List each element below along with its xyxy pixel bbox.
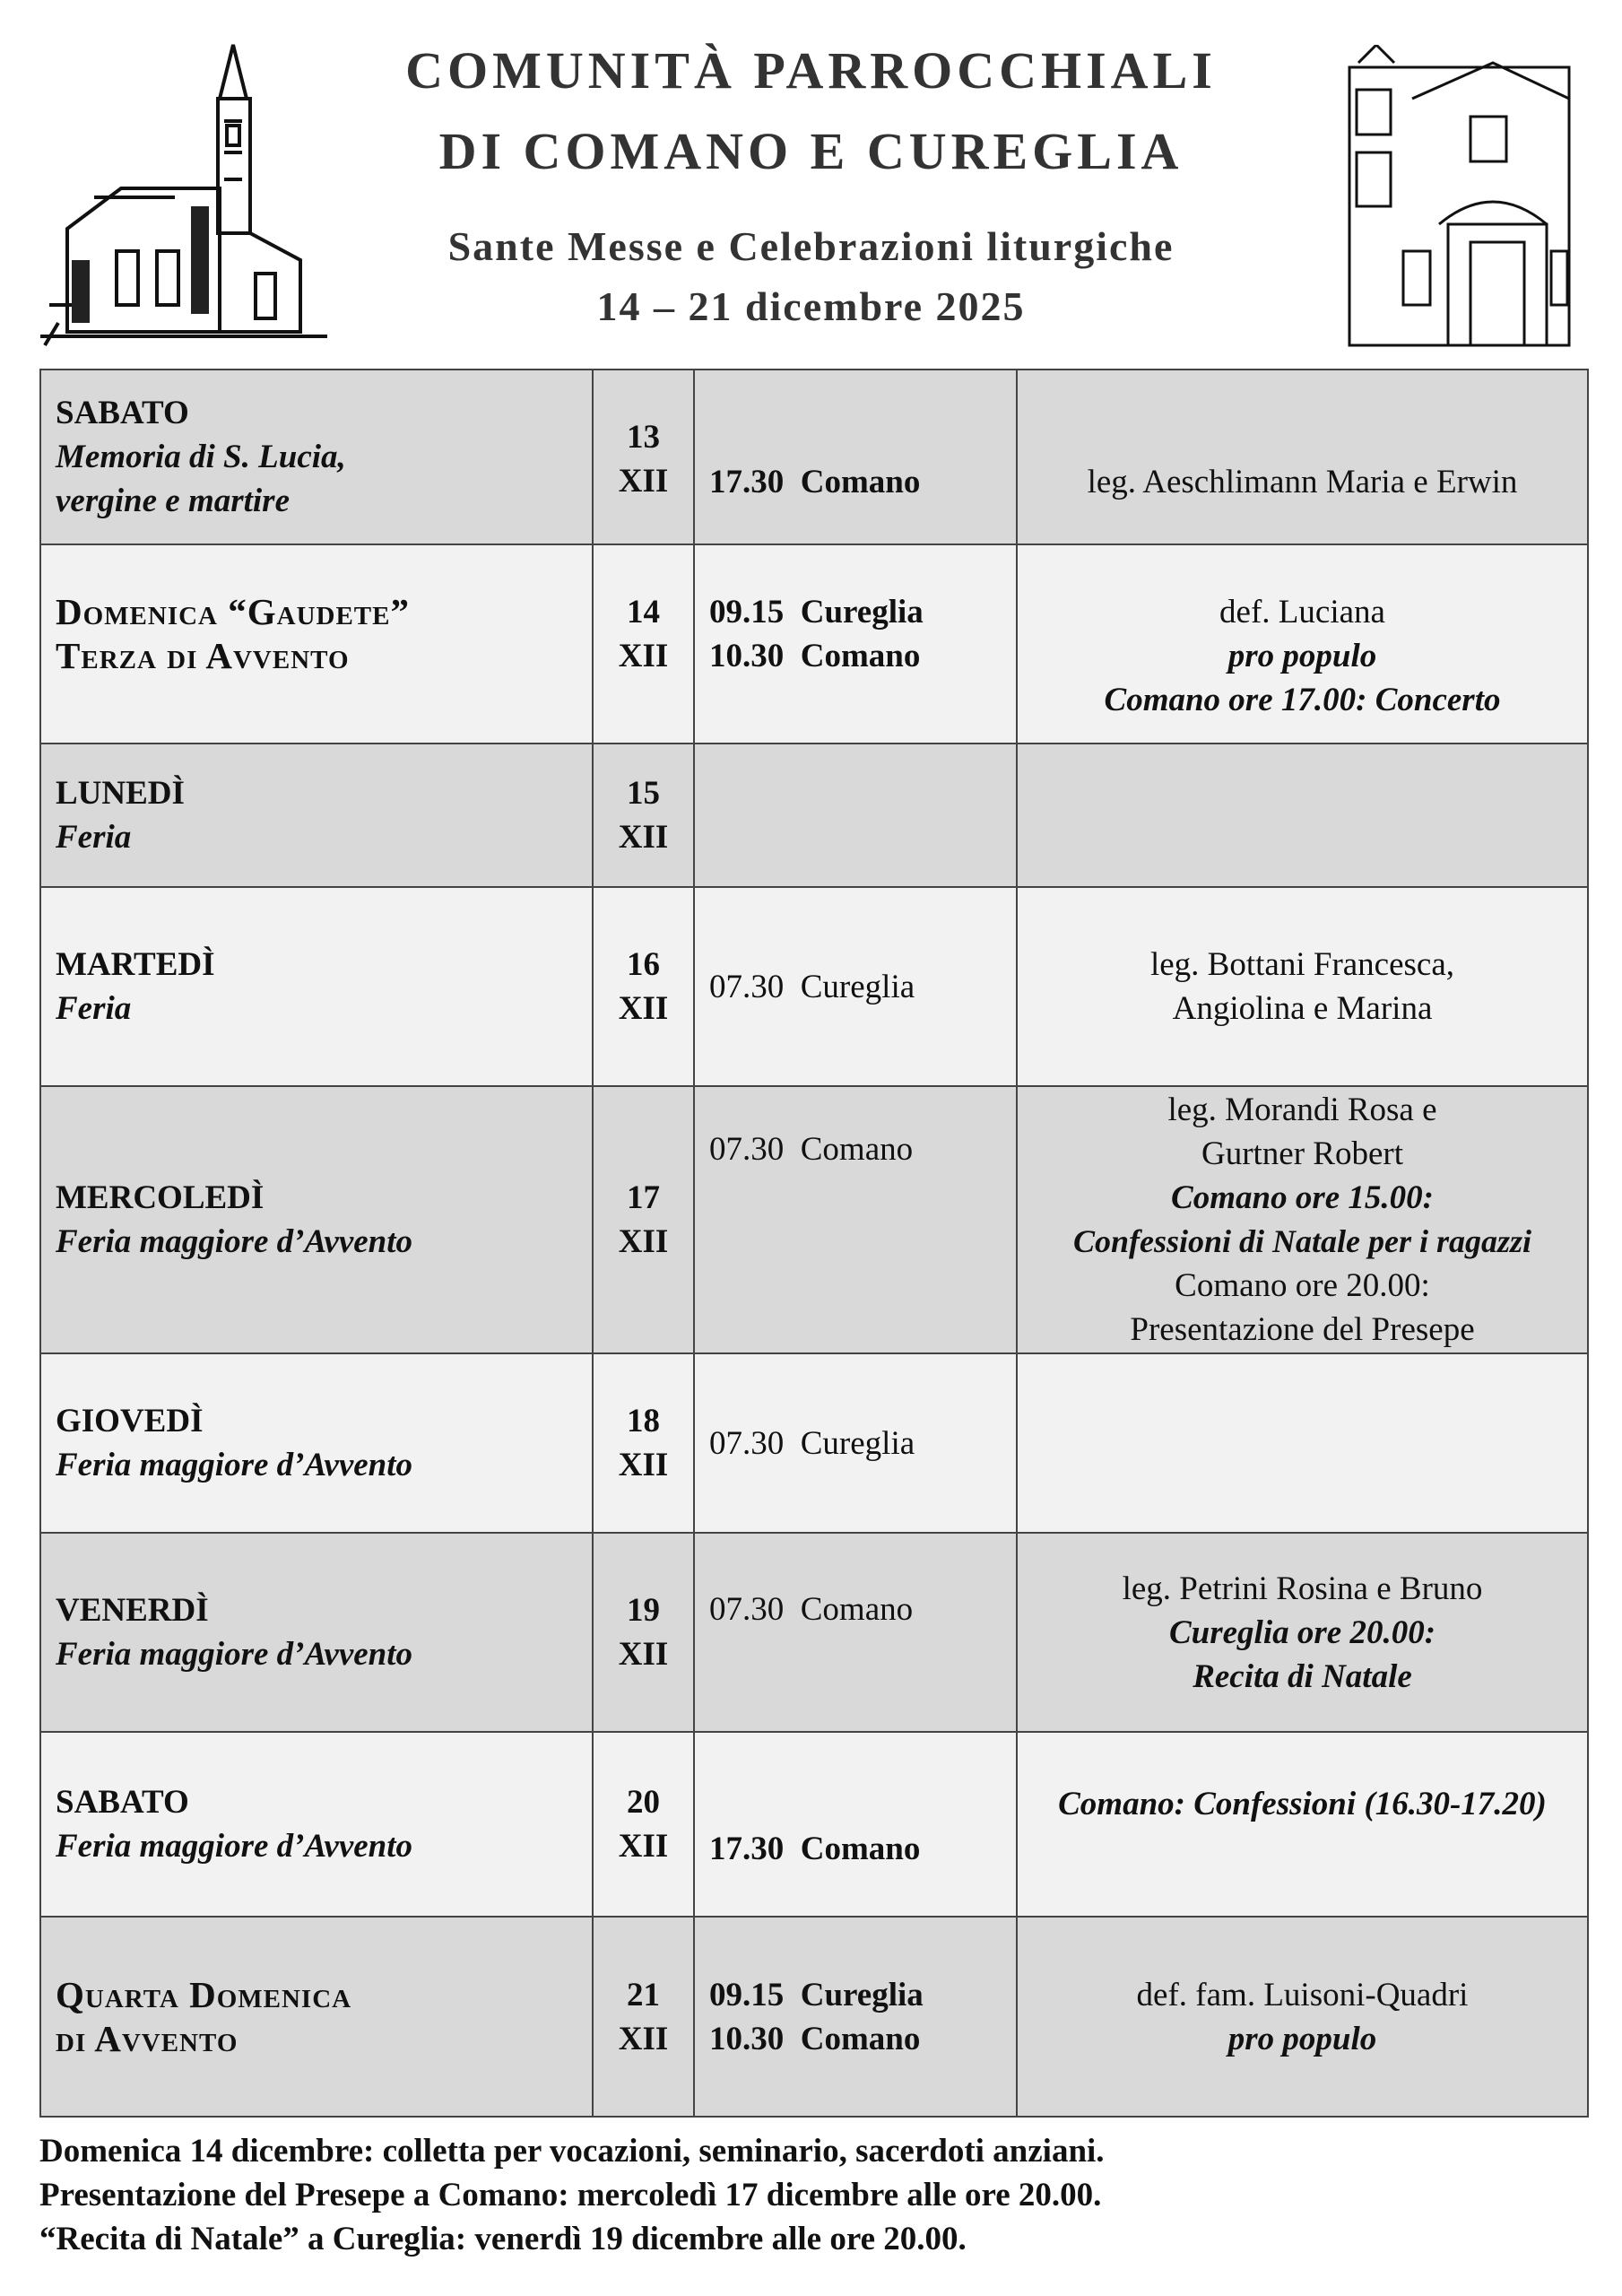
notes-cell bbox=[1017, 1917, 1588, 2117]
date-month: XII bbox=[618, 1447, 669, 1483]
day-name: SABATO bbox=[56, 1784, 189, 1821]
date-month: XII bbox=[618, 990, 669, 1027]
note-line: Angiolina e Marina bbox=[1172, 990, 1433, 1027]
table-row bbox=[40, 744, 1588, 887]
day-cell bbox=[40, 370, 593, 544]
day-name: Domenica “Gaudete” bbox=[56, 591, 410, 632]
note-line: Comano ore 20.00: bbox=[1175, 1267, 1430, 1304]
date-range: 14 – 21 dicembre 2025 bbox=[596, 283, 1026, 329]
table-row bbox=[40, 1732, 1588, 1917]
footer-line: Presentazione del Presepe a Comano: mercoledì 17 dicembre alle ore 20.00. bbox=[39, 2177, 1102, 2213]
mass-schedule-table bbox=[39, 369, 1589, 2118]
day-name: LUNEDÌ bbox=[56, 775, 185, 812]
date-cell bbox=[593, 544, 694, 744]
note-line: def. fam. Luisoni-Quadri bbox=[1136, 1976, 1469, 2013]
day-description: Memoria di S. Lucia, bbox=[56, 439, 346, 475]
day-name: VENERDÌ bbox=[56, 1592, 209, 1629]
day-description: Feria maggiore d’Avvento bbox=[56, 1447, 413, 1483]
mass-cell bbox=[694, 1533, 1017, 1732]
footer-line: Domenica 14 dicembre: colletta per vocazioni, seminario, sacerdoti anziani. bbox=[39, 2133, 1105, 2170]
footer-notes bbox=[39, 2129, 1600, 2261]
mass-cell bbox=[694, 370, 1017, 544]
note-line: Comano: Confessioni (16.30-17.20) bbox=[1058, 1786, 1547, 1822]
table-row bbox=[40, 1086, 1588, 1353]
day-description: Feria maggiore d’Avvento bbox=[56, 1223, 413, 1260]
day-name-line-2: di Avvento bbox=[56, 2017, 239, 2059]
note-line: Gurtner Robert bbox=[1201, 1135, 1404, 1172]
notes-cell bbox=[1017, 744, 1588, 887]
day-cell bbox=[40, 1917, 593, 2117]
day-description: vergine e martire bbox=[56, 483, 291, 519]
footer-line: “Recita di Natale” a Cureglia: venerdì 19 dicembre alle ore 20.00. bbox=[39, 2221, 967, 2257]
date-day: 21 bbox=[627, 1976, 660, 2013]
day-cell bbox=[40, 1086, 593, 1353]
mass-time: 09.15 Cureglia bbox=[709, 1976, 924, 2013]
day-description: Feria bbox=[56, 990, 132, 1027]
mass-cell bbox=[694, 887, 1017, 1086]
day-cell bbox=[40, 1533, 593, 1732]
mass-time: 17.30 Comano bbox=[709, 464, 921, 500]
table-row bbox=[40, 544, 1588, 744]
table-row bbox=[40, 1353, 1588, 1533]
date-day: 16 bbox=[627, 946, 660, 983]
note-line: pro populo bbox=[1227, 638, 1377, 674]
mass-time: 10.30 Comano bbox=[709, 638, 921, 674]
day-name: MARTEDÌ bbox=[56, 946, 215, 983]
date-day: 14 bbox=[627, 594, 660, 631]
notes-cell bbox=[1017, 1732, 1588, 1917]
date-month: XII bbox=[618, 819, 669, 856]
note-line: leg. Bottani Francesca, bbox=[1149, 946, 1455, 983]
date-month: XII bbox=[618, 1828, 669, 1865]
day-cell bbox=[40, 544, 593, 744]
day-cell bbox=[40, 744, 593, 887]
mass-cell bbox=[694, 1353, 1017, 1533]
date-day: 20 bbox=[627, 1784, 660, 1821]
note-line: def. Luciana bbox=[1219, 594, 1385, 631]
note-line: Confessioni di Natale per i ragazzi bbox=[1072, 1223, 1532, 1259]
day-description: Feria maggiore d’Avvento bbox=[56, 1828, 413, 1865]
day-name-line-2: Terza di Avvento bbox=[56, 635, 350, 676]
date-cell bbox=[593, 370, 694, 544]
mass-time: 07.30 Comano bbox=[709, 1131, 914, 1168]
mass-time: 07.30 Cureglia bbox=[709, 1424, 915, 1462]
day-cell bbox=[40, 1732, 593, 1917]
note-line: Comano ore 15.00: bbox=[1171, 1179, 1434, 1216]
notes-cell bbox=[1017, 544, 1588, 744]
mass-time: 10.30 Comano bbox=[709, 2020, 921, 2057]
table-row bbox=[40, 1533, 1588, 1732]
date-day: 13 bbox=[627, 419, 660, 456]
date-day: 15 bbox=[627, 775, 660, 812]
date-cell bbox=[593, 1353, 694, 1533]
date-cell bbox=[593, 1732, 694, 1917]
table-row bbox=[40, 887, 1588, 1086]
mass-time: 07.30 Comano bbox=[709, 1591, 914, 1628]
notes-cell bbox=[1017, 1086, 1588, 1353]
day-description: Feria bbox=[56, 819, 132, 856]
day-cell bbox=[40, 887, 593, 1086]
date-cell bbox=[593, 1533, 694, 1732]
table-row bbox=[40, 370, 1588, 544]
notes-cell bbox=[1017, 887, 1588, 1086]
note-line: leg. Petrini Rosina e Bruno bbox=[1122, 1570, 1483, 1607]
mass-cell bbox=[694, 744, 1017, 887]
mass-cell bbox=[694, 1917, 1017, 2117]
note-line: Presentazione del Presepe bbox=[1130, 1311, 1475, 1348]
page-header bbox=[0, 0, 1622, 359]
day-name: SABATO bbox=[56, 395, 189, 431]
note-line: Recita di Natale bbox=[1193, 1657, 1412, 1695]
mass-cell bbox=[694, 544, 1017, 744]
mass-time: 09.15 Cureglia bbox=[709, 594, 924, 631]
date-month: XII bbox=[618, 1636, 669, 1673]
date-month: XII bbox=[618, 638, 669, 674]
date-month: XII bbox=[618, 1223, 669, 1260]
day-name: MERCOLEDÌ bbox=[56, 1179, 265, 1216]
note-line: pro populo bbox=[1227, 2020, 1377, 2057]
note-line: Comano ore 17.00: Concerto bbox=[1104, 682, 1501, 718]
date-month: XII bbox=[618, 463, 669, 500]
date-cell bbox=[593, 887, 694, 1086]
note-line: leg. Morandi Rosa e bbox=[1167, 1091, 1437, 1128]
date-month: XII bbox=[618, 2020, 669, 2057]
mass-cell bbox=[694, 1732, 1017, 1917]
subtitle: Sante Messe e Celebrazioni liturgiche bbox=[447, 223, 1175, 269]
date-cell bbox=[593, 744, 694, 887]
date-day: 18 bbox=[627, 1403, 660, 1439]
day-name: GIOVEDÌ bbox=[56, 1403, 204, 1439]
note-line: leg. Aeschlimann Maria e Erwin bbox=[1087, 464, 1518, 500]
date-day: 19 bbox=[627, 1592, 660, 1629]
day-name: Quarta Domenica bbox=[56, 1973, 352, 2015]
date-cell bbox=[593, 1086, 694, 1353]
mass-time: 17.30 Comano bbox=[709, 1831, 921, 1867]
notes-cell bbox=[1017, 370, 1588, 544]
day-cell bbox=[40, 1353, 593, 1533]
mass-cell bbox=[694, 1086, 1017, 1353]
table-row bbox=[40, 1917, 1588, 2117]
mass-time: 07.30 Cureglia bbox=[709, 968, 915, 1005]
title-line-1: COMUNITÀ PARROCCHIALI bbox=[405, 41, 1217, 100]
note-line: Cureglia ore 20.00: bbox=[1168, 1613, 1436, 1651]
notes-cell bbox=[1017, 1353, 1588, 1533]
date-cell bbox=[593, 1917, 694, 2117]
date-day: 17 bbox=[627, 1179, 660, 1216]
title-line-2: DI COMANO E CUREGLIA bbox=[438, 122, 1184, 180]
notes-cell bbox=[1017, 1533, 1588, 1732]
day-description: Feria maggiore d’Avvento bbox=[56, 1636, 413, 1673]
